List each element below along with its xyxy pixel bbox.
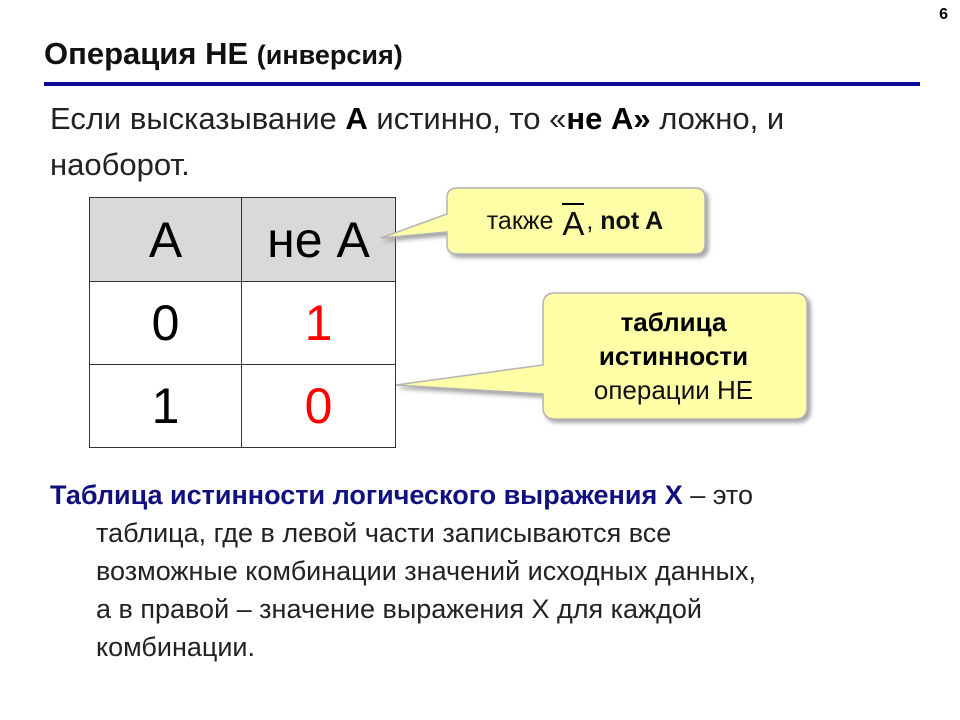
callout-table-line1: таблица — [620, 307, 727, 337]
callout-table-line3: операции НЕ — [593, 375, 754, 405]
intro-part2: истинно, то « — [367, 101, 567, 136]
page-number: 6 — [939, 6, 948, 23]
definition-line2: таблица, где в левой части записываются все — [96, 518, 672, 548]
definition-line4: а в правой – значение выражения X для каждой — [96, 594, 702, 624]
intro-line2: наоборот. — [50, 147, 190, 182]
callout-notation-comma: , — [586, 206, 594, 235]
definition-text — [50, 476, 910, 666]
definition-dash: – это — [682, 480, 754, 510]
header-not-a: не A — [242, 198, 396, 282]
cell-not-a-0: 1 — [242, 282, 396, 365]
intro-not-a: не A» — [566, 101, 651, 136]
definition-line5: комбинации. — [96, 632, 255, 662]
definition-line3: возможные комбинации значений исходных данных, — [96, 556, 756, 586]
cell-a-0: 0 — [90, 282, 242, 365]
definition-term: Таблица истинности логического выражения X — [50, 480, 683, 510]
callout-truth-table — [540, 293, 807, 419]
a-bar-symbol: A — [562, 204, 585, 242]
callout-notation-not-a: not A — [600, 206, 664, 235]
intro-part1: Если высказывание — [50, 101, 346, 136]
title-sub: (инверсия) — [256, 40, 403, 70]
callout-notation — [445, 188, 705, 254]
header-a: A — [90, 198, 242, 282]
callout-table-line2: истинности — [598, 341, 749, 371]
intro-a: A — [345, 101, 368, 136]
title-main: Операция НЕ — [44, 36, 249, 71]
cell-a-1: 1 — [90, 365, 242, 448]
callout-notation-prefix: также — [486, 206, 554, 235]
intro-part3: ложно, и — [650, 101, 785, 136]
cell-not-a-1: 0 — [242, 365, 396, 448]
